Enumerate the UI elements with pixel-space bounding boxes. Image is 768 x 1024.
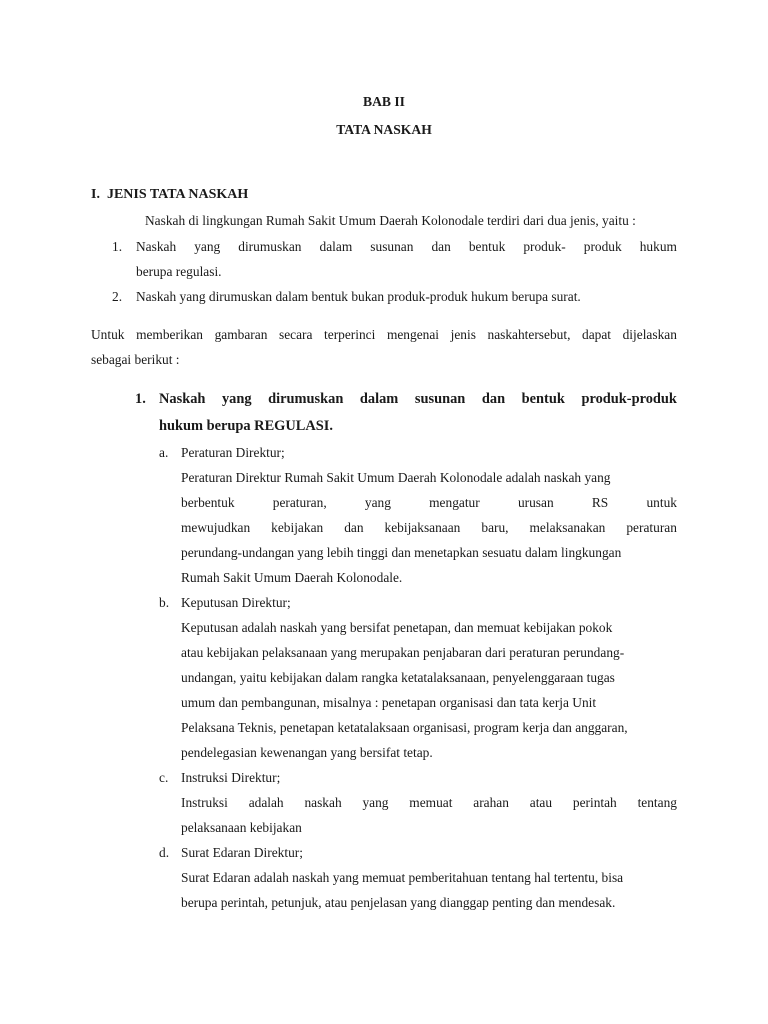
item-label: b. [159, 595, 170, 610]
word: baru, [481, 520, 509, 535]
explanation-line [91, 327, 677, 343]
word: perintah [572, 795, 617, 810]
list-item-line: Naskah yang dirumuskan dalam bentuk bukan produk-produk hukum berupa surat. [136, 289, 581, 304]
word: hukum [639, 239, 677, 254]
word: secara [279, 327, 313, 342]
word: produk [583, 239, 622, 254]
word: produk-produk [581, 391, 677, 407]
list-item-line [136, 239, 677, 255]
item-label: c. [159, 770, 169, 785]
item-label: d. [159, 845, 170, 860]
item-text-line: Pelaksana Teknis, penetapan ketatalaksaan organisasi, program kerja dan anggaran, [181, 720, 628, 735]
word: terperinci [324, 327, 376, 342]
item-text-line: umum dan pembangunan, misalnya : penetapan organisasi dan tata kerja Unit [181, 695, 597, 710]
word: yang [194, 239, 221, 254]
word: yang [364, 495, 391, 510]
word: atau [529, 795, 553, 810]
word: yang [362, 795, 389, 810]
word: dan [481, 391, 506, 407]
word: produk- [523, 239, 566, 254]
word: kebijaksanaan [384, 520, 461, 535]
item-text-line: pelaksanaan kebijakan [181, 820, 302, 835]
word: dalam [319, 239, 353, 254]
subsection-title-line [159, 391, 677, 408]
word: naskah [304, 795, 342, 810]
word: dalam [359, 391, 399, 407]
item-label: a. [159, 445, 169, 460]
word: dapat [582, 327, 612, 342]
item-text-line: berupa perintah, petunjuk, atau penjelasan yang dianggap penting dan mendesak. [181, 895, 616, 910]
chapter-heading: BAB II [363, 94, 405, 109]
list-number: 2. [112, 289, 123, 304]
word: mengatur [429, 495, 480, 510]
word: naskahtersebut, [487, 327, 571, 342]
item-text-line: atau kebijakan pelaksanaan yang merupakan penjabaran dari peraturan perundang- [181, 645, 625, 660]
word: tentang [637, 795, 677, 810]
item-text-line: undangan, yaitu kebijakan dalam rangka ketatalaksanaan, penyelenggaraan tugas [181, 670, 615, 685]
word: gambaran [214, 327, 268, 342]
word: kebijakan [271, 520, 324, 535]
word: mewujudkan [181, 520, 251, 535]
word: yang [221, 391, 252, 407]
word: peraturan, [272, 495, 327, 510]
word: bentuk [521, 391, 565, 407]
word: dan [431, 239, 451, 254]
item-title: Keputusan Direktur; [181, 595, 291, 610]
word: jenis [450, 327, 476, 342]
word: mengenai [386, 327, 440, 342]
item-text-line [181, 495, 677, 511]
word: adalah [248, 795, 284, 810]
word: untuk [646, 495, 677, 510]
word: susunan [414, 391, 466, 407]
word: memberikan [136, 327, 204, 342]
word: RS [591, 495, 609, 510]
item-title: Surat Edaran Direktur; [181, 845, 303, 860]
item-text-line: Peraturan Direktur Rumah Sakit Umum Daerah Kolonodale adalah naskah yang [181, 470, 611, 485]
subsection-title-continuation: hukum berupa REGULASI. [159, 418, 333, 434]
word: memuat [409, 795, 453, 810]
chapter-title: TATA NASKAH [336, 122, 432, 137]
word: Instruksi [181, 795, 228, 810]
item-title: Peraturan Direktur; [181, 445, 285, 460]
item-title: Instruksi Direktur; [181, 770, 281, 785]
word: dijelaskan [622, 327, 677, 342]
word: dirumuskan [268, 391, 344, 407]
item-text-line: Rumah Sakit Umum Daerah Kolonodale. [181, 570, 403, 585]
item-text-line: Keputusan adalah naskah yang bersifat penetapan, dan memuat kebijakan pokok [181, 620, 613, 635]
item-text-line: perundang-undangan yang lebih tinggi dan menetapkan sesuatu dalam lingkungan [181, 545, 622, 560]
word: dirumuskan [238, 239, 302, 254]
item-text-line [181, 795, 677, 811]
word: bentuk [468, 239, 506, 254]
section-title: I. JENIS TATA NASKAH [91, 187, 249, 202]
word: melaksanakan [529, 520, 606, 535]
item-text-line: pendelegasian kewenangan yang bersifat tetap. [181, 745, 433, 760]
explanation-continuation: sebagai berikut : [91, 352, 180, 367]
section-intro: Naskah di lingkungan Rumah Sakit Umum Daerah Kolonodale terdiri dari dua jenis, yaitu : [145, 213, 636, 228]
word: dan [344, 520, 364, 535]
word: peraturan [626, 520, 677, 535]
word: urusan [517, 495, 554, 510]
word: Untuk [91, 327, 125, 342]
word: Naskah [136, 239, 177, 254]
word: susunan [370, 239, 414, 254]
word: arahan [473, 795, 509, 810]
item-text-line: Surat Edaran adalah naskah yang memuat pemberitahuan tentang hal tertentu, bisa [181, 870, 624, 885]
item-text-line [181, 520, 677, 536]
list-item-continuation: berupa regulasi. [136, 264, 222, 279]
subsection-number: 1. [135, 391, 146, 407]
word: Naskah [159, 391, 206, 407]
list-number: 1. [112, 239, 123, 254]
word: berbentuk [181, 495, 235, 510]
